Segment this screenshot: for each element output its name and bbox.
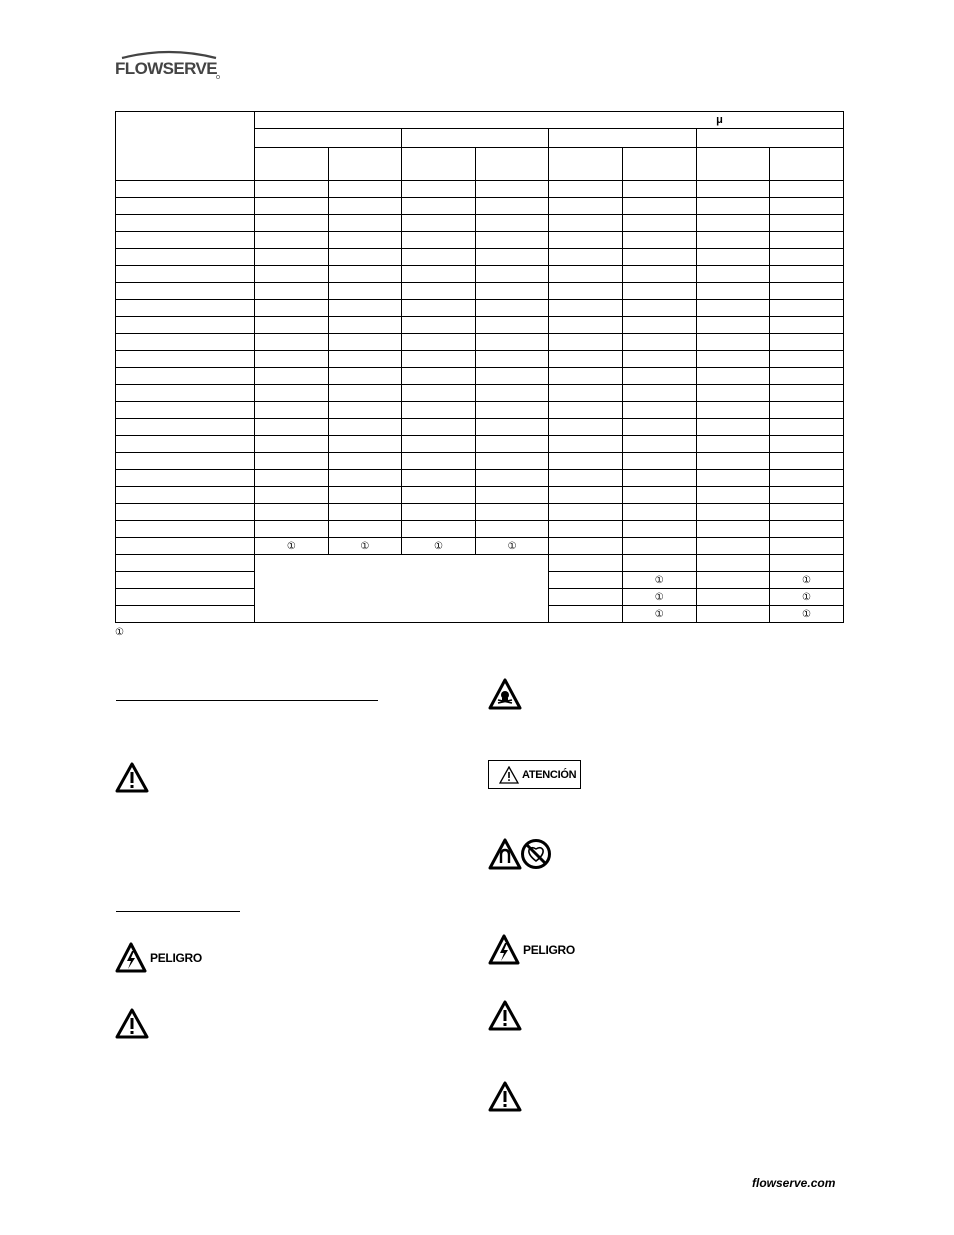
table-cell: [770, 385, 844, 402]
table-cell: [549, 368, 623, 385]
logo-text: FLOWSERVE: [115, 59, 217, 78]
table-merged-cell: [255, 555, 549, 623]
table-cell: [255, 504, 329, 521]
table-cell: [328, 521, 402, 538]
electrical-hazard-icon: [488, 934, 520, 965]
table-cell: [116, 572, 255, 589]
table-cell: [402, 351, 476, 368]
table-cell: [696, 555, 770, 572]
table-cell: [549, 470, 623, 487]
table-cell: [328, 300, 402, 317]
table-cell: [255, 317, 329, 334]
table-cell: ①: [328, 538, 402, 555]
table-cell: [328, 453, 402, 470]
table-row: [116, 487, 844, 504]
table-row: [116, 470, 844, 487]
table-cell: [328, 351, 402, 368]
table-cell: [402, 283, 476, 300]
table-cell: [402, 300, 476, 317]
table-cell: [770, 368, 844, 385]
table-cell: [770, 436, 844, 453]
table-cell: [255, 436, 329, 453]
table-row: [116, 351, 844, 368]
table-cell: [696, 504, 770, 521]
table-cell: [770, 283, 844, 300]
table-cell: [622, 351, 696, 368]
table-row: [116, 436, 844, 453]
table-cell: [475, 198, 549, 215]
flowserve-logo: [114, 50, 224, 82]
table-cell: [328, 368, 402, 385]
table-cell: [328, 181, 402, 198]
table-cell: [328, 487, 402, 504]
table-cell: [116, 436, 255, 453]
table-cell: [475, 436, 549, 453]
table-subheader-cell: [770, 148, 844, 181]
table-cell: [402, 419, 476, 436]
peligro-text-right: PELIGRO: [523, 942, 575, 957]
spec-table: [115, 111, 844, 623]
table-cell: [622, 198, 696, 215]
table-row: [116, 198, 844, 215]
atencion-text: ATENCIÓN: [522, 768, 577, 781]
table-cell: [116, 317, 255, 334]
table-cell: [116, 402, 255, 419]
table-cell: [549, 589, 623, 606]
table-cell: ①: [770, 572, 844, 589]
magnetic-field-icon: [488, 838, 522, 870]
table-row: [116, 215, 844, 232]
table-cell: [696, 470, 770, 487]
table-cell: [116, 504, 255, 521]
table-row: [116, 521, 844, 538]
table-cell: [255, 351, 329, 368]
table-cell: [116, 538, 255, 555]
table-cell: [116, 181, 255, 198]
table-cell: [622, 555, 696, 572]
table-cell: ①: [622, 572, 696, 589]
table-cell: [475, 470, 549, 487]
table-cell: [116, 283, 255, 300]
table-cell: [402, 334, 476, 351]
table-cell: [475, 504, 549, 521]
table-cell: [475, 402, 549, 419]
table-cell: [696, 572, 770, 589]
table-subheader-cell: [475, 148, 549, 181]
table-cell: [696, 487, 770, 504]
table-group-cell: [402, 129, 549, 148]
table-cell: [549, 215, 623, 232]
table-cell: [255, 198, 329, 215]
table-cell: [475, 521, 549, 538]
table-cell: [696, 334, 770, 351]
table-subheader-cell: [549, 148, 623, 181]
table-cell: [770, 453, 844, 470]
table-cell: [255, 232, 329, 249]
table-cell: [475, 215, 549, 232]
table-cell: [475, 368, 549, 385]
table-cell: [696, 351, 770, 368]
table-cell: [549, 283, 623, 300]
table-cell: [696, 249, 770, 266]
table-cell: [328, 470, 402, 487]
table-cell: [116, 487, 255, 504]
table-cell: [622, 368, 696, 385]
footer-url: flowserve.com: [752, 1176, 836, 1190]
table-cell: [696, 283, 770, 300]
table-cell: [255, 266, 329, 283]
table-cell: [770, 538, 844, 555]
table-cell: [116, 385, 255, 402]
table-cell: [402, 215, 476, 232]
table-cell: [696, 402, 770, 419]
table-cell: [402, 504, 476, 521]
table-cell: [255, 487, 329, 504]
table-cell: [116, 606, 255, 623]
warning-triangle-icon: [488, 1081, 522, 1112]
table-row: [116, 232, 844, 249]
table-cell: [402, 368, 476, 385]
table-cell: [475, 249, 549, 266]
table-cell: [328, 419, 402, 436]
table-cell: [770, 334, 844, 351]
table-subheader-cell: [255, 148, 329, 181]
table-cell: [549, 317, 623, 334]
table-cell: [116, 300, 255, 317]
table-cell: [696, 215, 770, 232]
table-cell: [770, 181, 844, 198]
table-row: [116, 300, 844, 317]
table-cell: [116, 555, 255, 572]
table-cell: [402, 385, 476, 402]
table-cell: [328, 266, 402, 283]
subsection-heading-underline: [116, 911, 240, 912]
table-cell: [770, 419, 844, 436]
table-cell: [328, 215, 402, 232]
table-cell: [622, 453, 696, 470]
table-cell: [549, 266, 623, 283]
table-cell: [475, 266, 549, 283]
table-cell: [622, 436, 696, 453]
table-body: [116, 181, 844, 538]
table-row: [116, 181, 844, 198]
table-cell: [696, 606, 770, 623]
table-group-cell: [696, 129, 843, 148]
table-cell: [770, 487, 844, 504]
table-cell: [475, 300, 549, 317]
table-cell: ①: [255, 538, 329, 555]
table-cell: [549, 606, 623, 623]
table-cell: [549, 436, 623, 453]
table-cell: [402, 436, 476, 453]
table-cell: ①: [770, 606, 844, 623]
table-cell: [116, 521, 255, 538]
table-cell: [549, 198, 623, 215]
section-heading-underline: [116, 700, 378, 701]
table-cell: [770, 232, 844, 249]
table-cell: [549, 300, 623, 317]
table-cell: [770, 555, 844, 572]
table-cell: [549, 572, 623, 589]
table-cell: [549, 402, 623, 419]
table-cell: [475, 487, 549, 504]
table-cell: [255, 453, 329, 470]
table-row: [116, 453, 844, 470]
table-cell: [475, 385, 549, 402]
table-cell: [770, 266, 844, 283]
table-row: [116, 249, 844, 266]
table-cell: [696, 538, 770, 555]
peligro-label-right: [488, 934, 575, 965]
table-cell: [622, 283, 696, 300]
table-cell: [622, 504, 696, 521]
table-cell: [255, 181, 329, 198]
table-cell: [622, 487, 696, 504]
table-cell: [549, 504, 623, 521]
peligro-label-left: [115, 942, 202, 973]
table-cell: [696, 232, 770, 249]
table-cell: [116, 215, 255, 232]
table-cell: [696, 453, 770, 470]
table-cell: [328, 385, 402, 402]
table-cell: [116, 368, 255, 385]
table-cell: [770, 198, 844, 215]
table-cell: [328, 317, 402, 334]
table-row: [116, 266, 844, 283]
table-cell: [475, 317, 549, 334]
table-cell: [549, 232, 623, 249]
table-cell: [116, 198, 255, 215]
no-pacemaker-icon: [520, 838, 552, 870]
table-cell: [696, 589, 770, 606]
table-row: [116, 402, 844, 419]
table-cell: [116, 351, 255, 368]
table-cell: [402, 521, 476, 538]
table-cell: [622, 521, 696, 538]
table-cell: [255, 521, 329, 538]
table-cell: [770, 351, 844, 368]
table-cell: [328, 402, 402, 419]
table-row: [116, 504, 844, 521]
table-cell: [328, 249, 402, 266]
table-cell: [255, 385, 329, 402]
table-footnote-mark: ①: [115, 627, 124, 638]
table-cell: [549, 351, 623, 368]
table-cell: [696, 300, 770, 317]
table-cell: [622, 538, 696, 555]
table-row: [116, 334, 844, 351]
table-cell: [402, 453, 476, 470]
table-cell: [116, 470, 255, 487]
table-cell: [255, 402, 329, 419]
table-cell: [255, 419, 329, 436]
table-cell: [328, 283, 402, 300]
table-cell: [328, 504, 402, 521]
table-group-cell: [549, 129, 696, 148]
caution-triangle-icon: [499, 766, 519, 784]
table-cell: [770, 215, 844, 232]
table-cell: [402, 402, 476, 419]
table-row: [116, 283, 844, 300]
table-cell: [255, 249, 329, 266]
table-row: [116, 419, 844, 436]
table-cell: [770, 249, 844, 266]
table-header-row: [116, 112, 844, 129]
table-cell: [116, 232, 255, 249]
table-cell: [622, 419, 696, 436]
table-cell: [255, 470, 329, 487]
table-cell: [549, 555, 623, 572]
table-cell: [475, 351, 549, 368]
table-cell: [696, 266, 770, 283]
table-cell: [622, 300, 696, 317]
table-cell: [475, 334, 549, 351]
table-cell: [549, 453, 623, 470]
table-cell: ①: [475, 538, 549, 555]
table-cell: [402, 470, 476, 487]
micro-symbol: μ: [716, 114, 723, 126]
table-cell: [549, 521, 623, 538]
table-cell: [255, 368, 329, 385]
table-cell: [696, 181, 770, 198]
table-cell: [770, 521, 844, 538]
table-cell: ①: [622, 589, 696, 606]
table-cell: [475, 453, 549, 470]
table-cell: [549, 334, 623, 351]
table-cell: [116, 249, 255, 266]
table-cell: [402, 487, 476, 504]
table-cell: [328, 334, 402, 351]
table-cell: [622, 232, 696, 249]
table-cell: [116, 266, 255, 283]
table-group-cell: [255, 129, 402, 148]
table-cell: [770, 470, 844, 487]
table-cell: [549, 249, 623, 266]
table-cell: [328, 198, 402, 215]
table-header-cell: [255, 112, 844, 129]
table-corner-cell: [116, 112, 255, 181]
table-cell: [696, 368, 770, 385]
table-cell: [475, 419, 549, 436]
warning-triangle-icon: [115, 1008, 149, 1039]
table-cell: [770, 317, 844, 334]
table-cell: [696, 198, 770, 215]
table-cell: [549, 419, 623, 436]
table-cell: [622, 334, 696, 351]
table-cell: [475, 181, 549, 198]
table-cell: [402, 198, 476, 215]
atencion-label: [488, 760, 581, 789]
table-subheader-cell: [622, 148, 696, 181]
table-cell: [622, 470, 696, 487]
table-row: [116, 385, 844, 402]
table-cell: [549, 385, 623, 402]
table-cell: [402, 249, 476, 266]
table-cell: [696, 317, 770, 334]
table-subheader-cell: [696, 148, 770, 181]
table-cell: [696, 419, 770, 436]
table-cell: [255, 283, 329, 300]
table-cell: [116, 419, 255, 436]
peligro-text-left: PELIGRO: [150, 950, 202, 965]
table-cell: [116, 453, 255, 470]
table-cell: [696, 436, 770, 453]
table-row: [116, 317, 844, 334]
table-cell: [402, 266, 476, 283]
flowserve-logo-icon: [114, 50, 224, 82]
toxic-hazard-icon: [488, 678, 522, 710]
table-cell: [696, 385, 770, 402]
table-cell: [622, 181, 696, 198]
table-cell: [328, 232, 402, 249]
table-row: [116, 555, 844, 572]
table-cell: [622, 249, 696, 266]
table-cell: [696, 521, 770, 538]
table-cell: [622, 266, 696, 283]
table-cell: [475, 232, 549, 249]
table-cell: ①: [770, 589, 844, 606]
table-cell: [770, 402, 844, 419]
table-cell: [402, 317, 476, 334]
table-cell: [622, 317, 696, 334]
warning-triangle-icon: [488, 1000, 522, 1031]
table-cell: [402, 181, 476, 198]
table-subheader-cell: [328, 148, 402, 181]
table-cell: [622, 402, 696, 419]
table-cell: [770, 300, 844, 317]
table-cell: [475, 283, 549, 300]
table-row: [116, 368, 844, 385]
table-cell: [622, 215, 696, 232]
table-cell: [549, 538, 623, 555]
table-cell: [255, 334, 329, 351]
table-subheader-cell: [402, 148, 476, 181]
table-cell: [255, 215, 329, 232]
table-cell: [549, 487, 623, 504]
table-cell: [328, 436, 402, 453]
table-cell: [770, 504, 844, 521]
table-cell: ①: [622, 606, 696, 623]
table-cell: [116, 589, 255, 606]
electrical-hazard-icon: [115, 942, 147, 973]
table-cell: [116, 334, 255, 351]
table-cell: [549, 181, 623, 198]
table-cell: [402, 232, 476, 249]
table-cell: [255, 300, 329, 317]
table-cell: ①: [402, 538, 476, 555]
table-row: [116, 538, 844, 555]
table-cell: [622, 385, 696, 402]
warning-triangle-icon: [115, 762, 149, 793]
